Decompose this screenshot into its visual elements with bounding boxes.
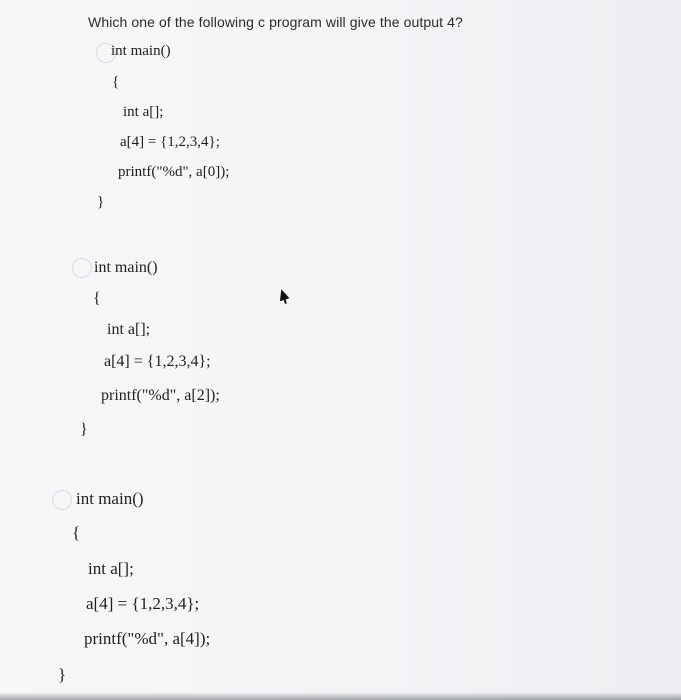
- code-line: {: [112, 74, 120, 90]
- code-line: printf("%d", a[2]);: [101, 387, 220, 404]
- code-line: int main(): [111, 43, 171, 59]
- code-line: int a[];: [88, 559, 134, 578]
- code-line: a[4] = {1,2,3,4};: [120, 134, 220, 150]
- option-3-radio[interactable]: [52, 490, 72, 510]
- option-2-radio[interactable]: [72, 258, 92, 278]
- code-line: printf("%d", a[0]);: [118, 164, 230, 180]
- code-line: printf("%d", a[4]);: [84, 629, 211, 648]
- code-line: a[4] = {1,2,3,4};: [104, 353, 211, 370]
- code-line: }: [97, 194, 105, 210]
- code-line: int a[];: [107, 321, 151, 338]
- code-line: int main(): [94, 259, 158, 276]
- code-line: {: [72, 523, 81, 542]
- mouse-cursor-icon: [277, 288, 290, 302]
- code-line: int a[];: [123, 104, 164, 120]
- code-line: int main(): [76, 489, 144, 508]
- screen-bottom-edge: [0, 692, 681, 700]
- code-line: }: [80, 421, 88, 438]
- code-line: {: [93, 290, 101, 307]
- question-text: Which one of the following c program will give the output 4?: [88, 14, 463, 30]
- code-line: }: [58, 665, 67, 684]
- code-line: a[4] = {1,2,3,4};: [86, 594, 200, 613]
